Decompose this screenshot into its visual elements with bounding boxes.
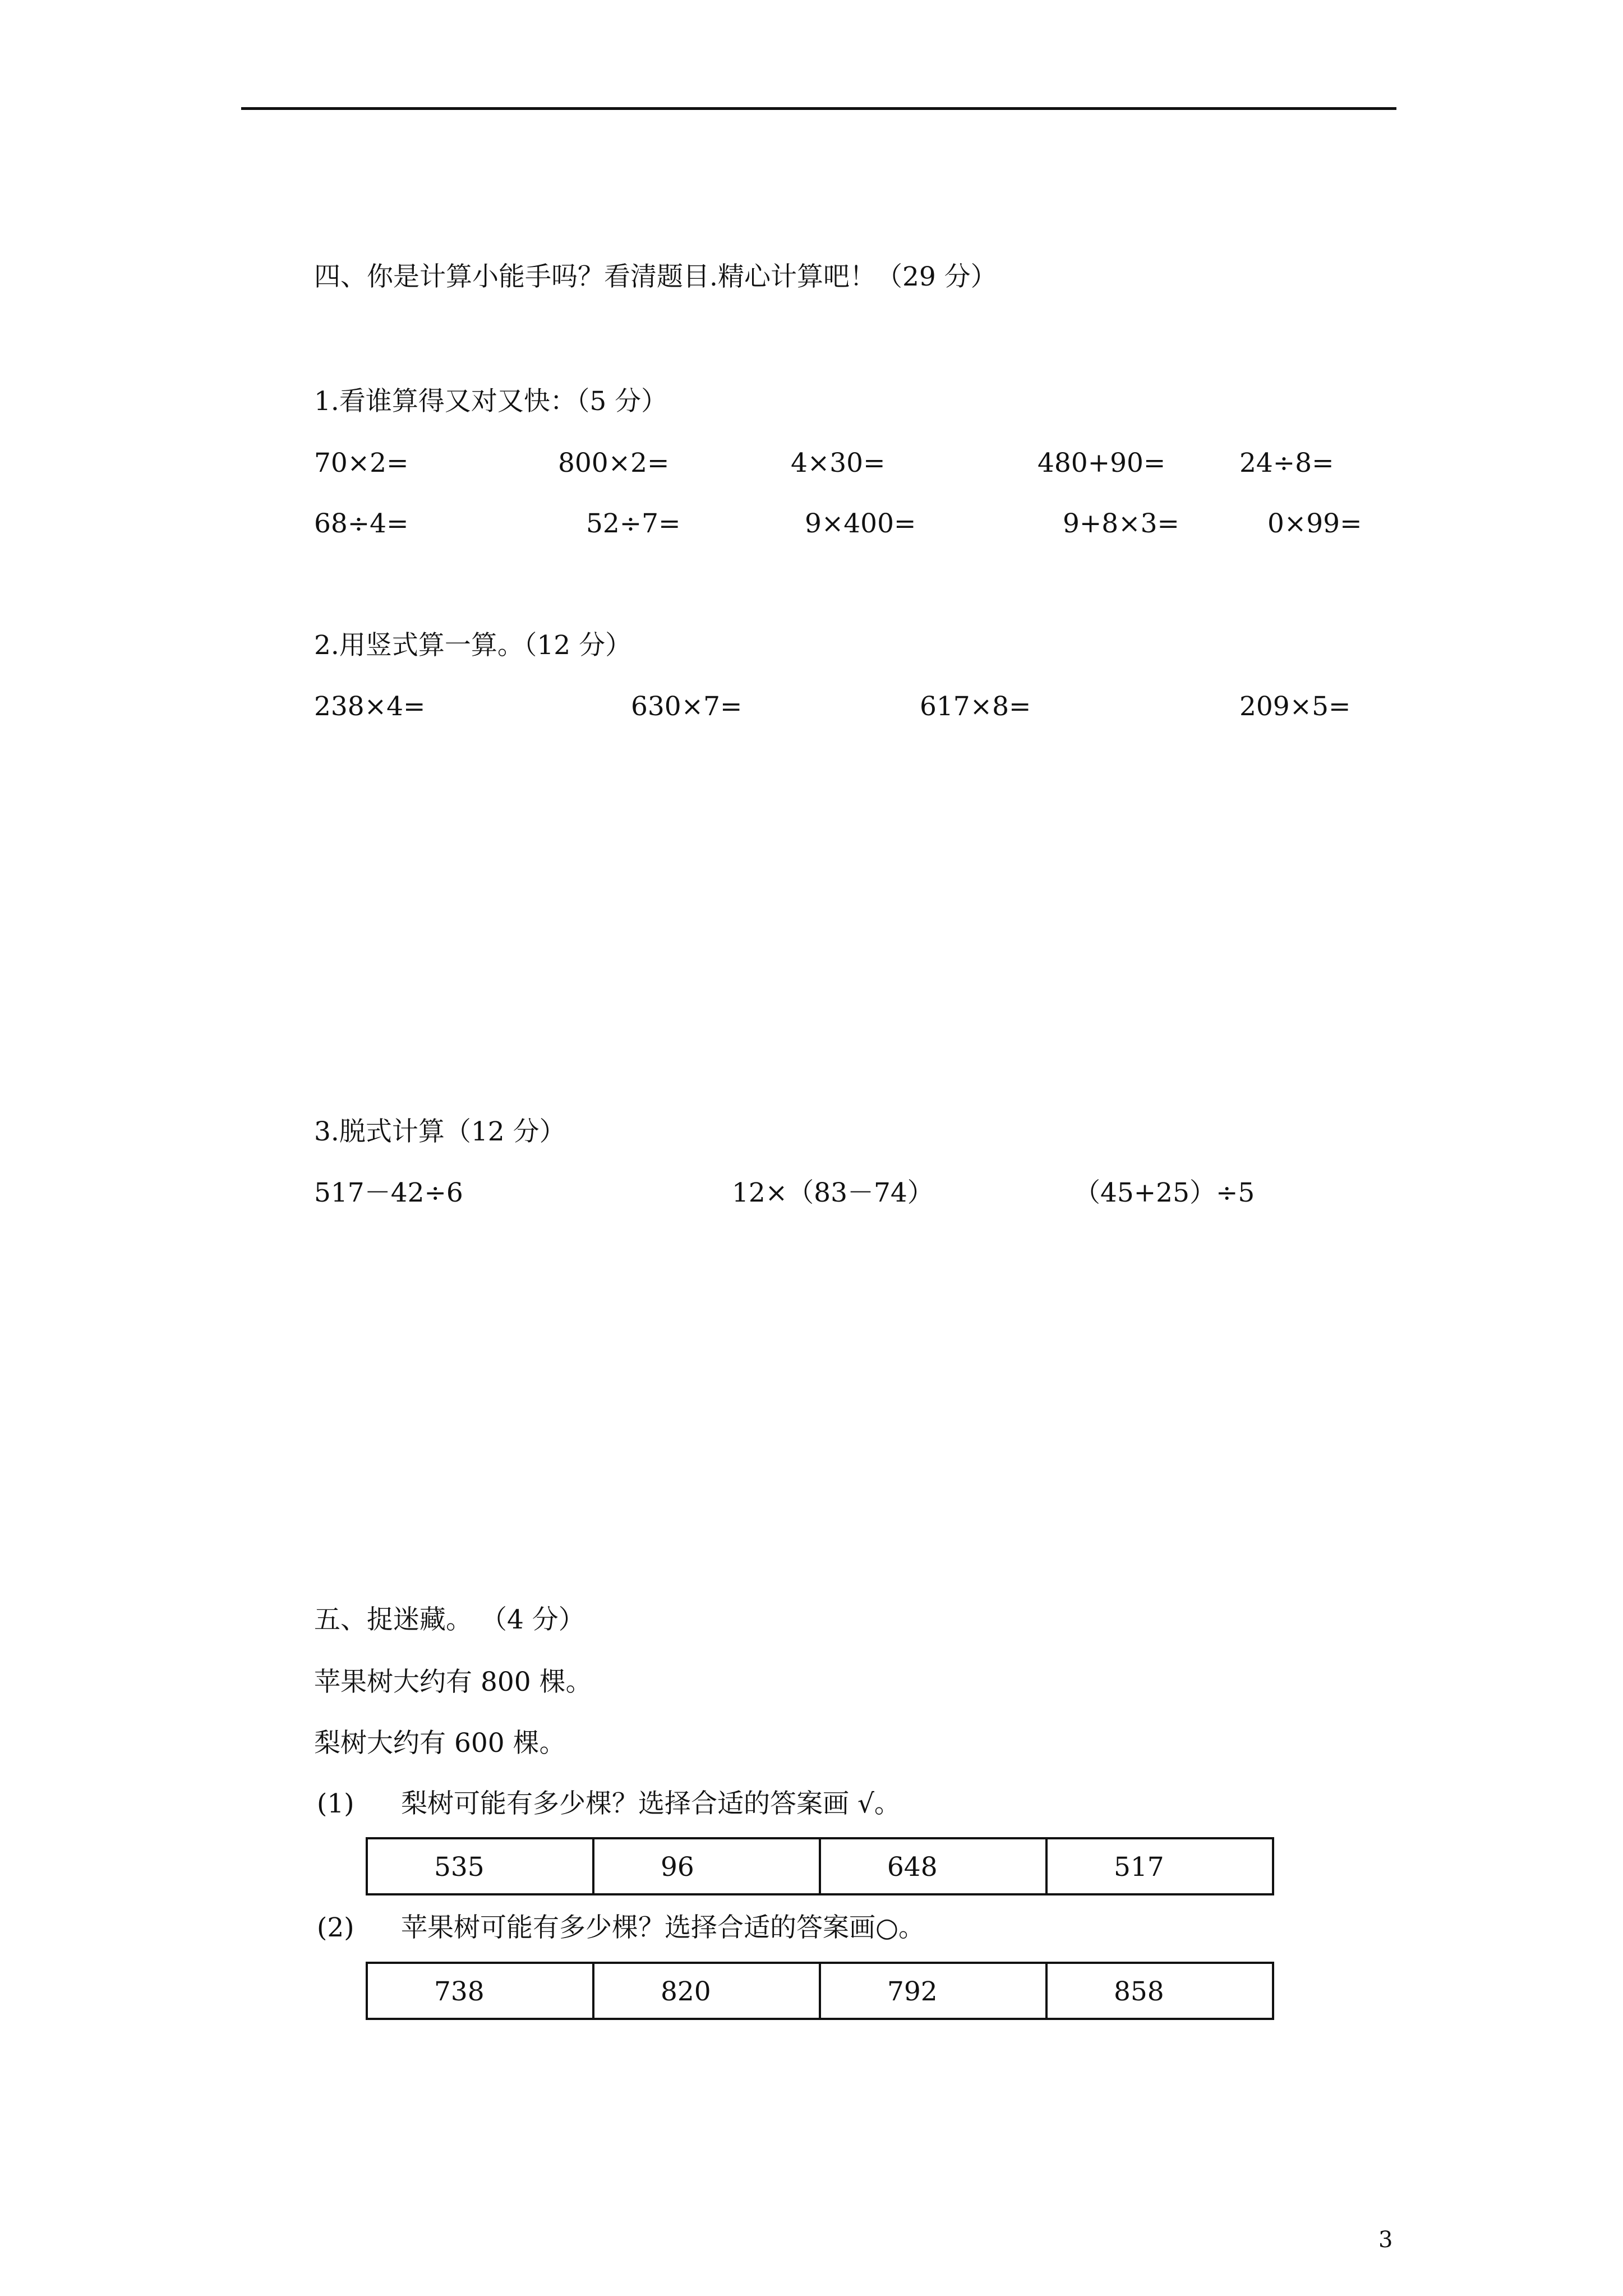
calc-item: 9+8×3= xyxy=(1063,508,1179,539)
header-rule xyxy=(241,107,1396,110)
calc-item: 800×2= xyxy=(558,448,670,478)
calc-item: 480+90= xyxy=(1038,448,1166,478)
answer-option[interactable]: 820 xyxy=(593,1963,820,2019)
calc-item: 24÷8= xyxy=(1239,448,1334,478)
section4-heading: 四、你是计算小能手吗？看清题目.精心计算吧！（29 分） xyxy=(314,261,997,292)
q1-number: (1) xyxy=(317,1788,354,1819)
stepwise-calc-item: （45+25）÷5 xyxy=(1074,1177,1255,1208)
vertical-calc-item: 617×8= xyxy=(920,691,1031,722)
answer-option[interactable]: 96 xyxy=(593,1838,820,1894)
stepwise-calc-item: 517－42÷6 xyxy=(314,1177,463,1208)
answer-option[interactable]: 648 xyxy=(820,1838,1046,1894)
calc-item: 68÷4= xyxy=(314,508,409,539)
vertical-calc-item: 238×4= xyxy=(314,691,426,722)
section5-heading: 五、捉迷藏。 （4 分） xyxy=(314,1604,585,1635)
calc-item: 4×30= xyxy=(791,448,886,478)
section5-line1: 苹果树大约有 800 棵。 xyxy=(314,1667,592,1697)
stepwise-calc-item: 12×（83－74） xyxy=(732,1177,934,1208)
calc-item: 52÷7= xyxy=(586,508,681,539)
vertical-calc-item: 209×5= xyxy=(1239,691,1351,722)
part1-title: 1.看谁算得又对又快：（5 分） xyxy=(314,386,668,417)
calc-item: 0×99= xyxy=(1267,508,1362,539)
part2-title: 2.用竖式算一算。（12 分） xyxy=(314,630,632,661)
vertical-calc-item: 630×7= xyxy=(631,691,743,722)
calc-item: 70×2= xyxy=(314,448,409,478)
page-number: 3 xyxy=(1378,2227,1393,2253)
q2-text: 苹果树可能有多少棵？选择合适的答案画○。 xyxy=(401,1912,925,1943)
answer-option[interactable]: 792 xyxy=(820,1963,1046,2019)
q1-answer-table xyxy=(366,1837,1274,1895)
calc-item: 9×400= xyxy=(805,508,916,539)
answer-option[interactable]: 517 xyxy=(1046,1838,1273,1894)
q2-number: (2) xyxy=(317,1912,354,1943)
answer-option[interactable]: 738 xyxy=(367,1963,593,2019)
answer-option[interactable]: 535 xyxy=(367,1838,593,1894)
q2-answer-table xyxy=(366,1962,1274,2020)
section5-line2: 梨树大约有 600 棵。 xyxy=(314,1728,566,1759)
part3-title: 3.脱式计算（12 分） xyxy=(314,1116,566,1147)
q1-text: 梨树可能有多少棵？选择合适的答案画 √。 xyxy=(401,1788,901,1819)
answer-option[interactable]: 858 xyxy=(1046,1963,1273,2019)
